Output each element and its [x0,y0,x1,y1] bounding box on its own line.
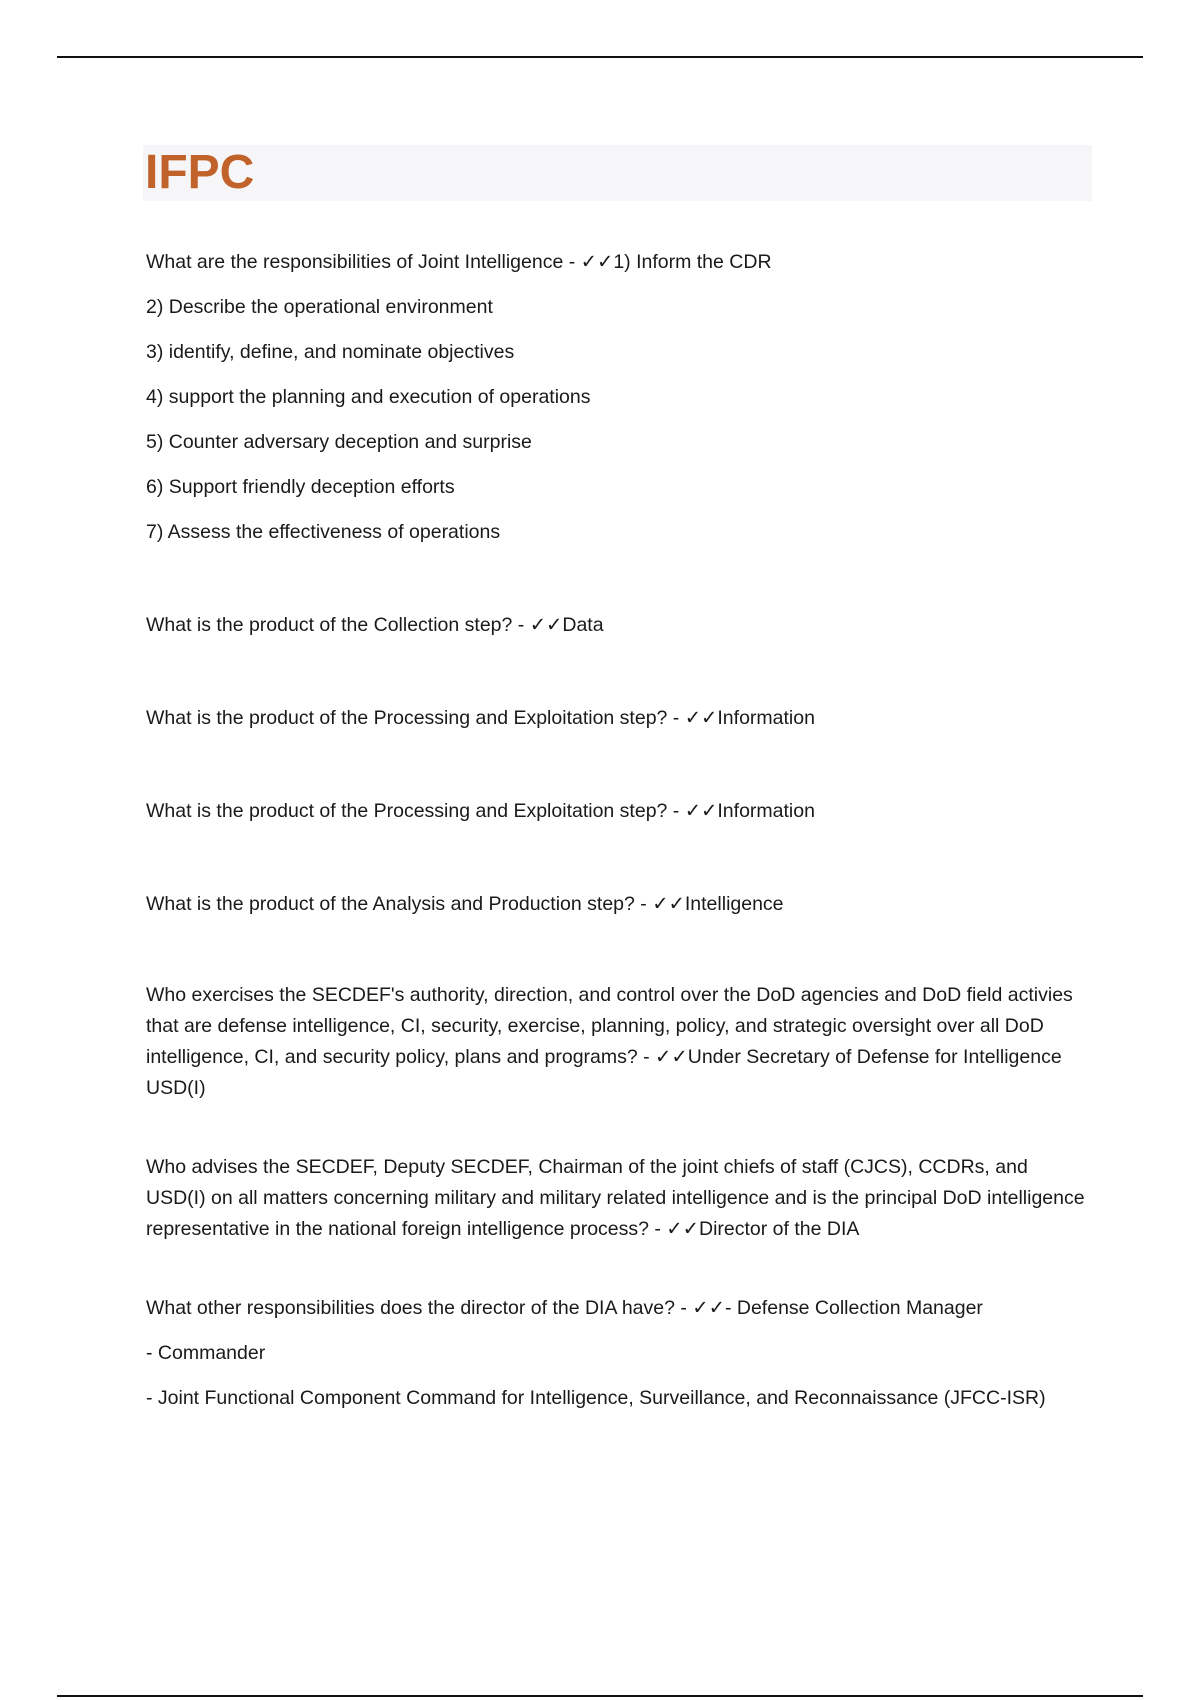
question-usd-i: Who exercises the SECDEF's authority, direction, and control over the DoD agencies and DoD field activies that are defense intelligence, CI, security, exercise, planning, policy, and strategic oversight over all DoD intelligence, CI, and security policy, plans and programs? - ✓✓Under Secretary of Defense for Intelligence USD(I) [146,984,1073,1099]
list-item: - Joint Functional Component Command for Intelligence, Surveillance, and Reconnaissance (JFCC-ISR) [146,1387,1046,1409]
question-collection-step: What is the product of the Collection step? - ✓✓Data [146,614,604,636]
list-item: 3) identify, define, and nominate objectives [146,341,515,363]
question-dia-responsibilities: What other responsibilities does the director of the DIA have? - ✓✓- Defense Collection Manager [146,1297,983,1319]
list-item: 5) Counter adversary deception and surprise [146,431,532,453]
question-analysis-step: What is the product of the Analysis and Production step? - ✓✓Intelligence [146,893,784,915]
document-body [146,247,1091,1428]
list-item: - Commander [146,1342,266,1364]
question-processing-step-repeat: What is the product of the Processing and Exploitation step? - ✓✓Information [146,800,815,822]
top-rule [57,56,1143,58]
question-processing-step: What is the product of the Processing and Exploitation step? - ✓✓Information [146,707,815,729]
list-item: 4) support the planning and execution of operations [146,386,591,408]
page-title: IFPC [145,146,255,199]
list-item: 7) Assess the effectiveness of operations [146,521,501,543]
title-bar [143,145,1092,201]
list-item: 6) Support friendly deception efforts [146,476,455,498]
list-item: 2) Describe the operational environment [146,296,493,318]
question-joint-intelligence: What are the responsibilities of Joint Intelligence - ✓✓1) Inform the CDR [146,251,772,273]
question-dia-director: Who advises the SECDEF, Deputy SECDEF, Chairman of the joint chiefs of staff (CJCS), CCDRs, and USD(I) on all matters concerning military and military related intelligence and is the principal DoD intelligence representative in the national foreign intelligence process? - ✓✓Director of the DIA [146,1156,1085,1240]
bottom-rule [57,1695,1143,1697]
